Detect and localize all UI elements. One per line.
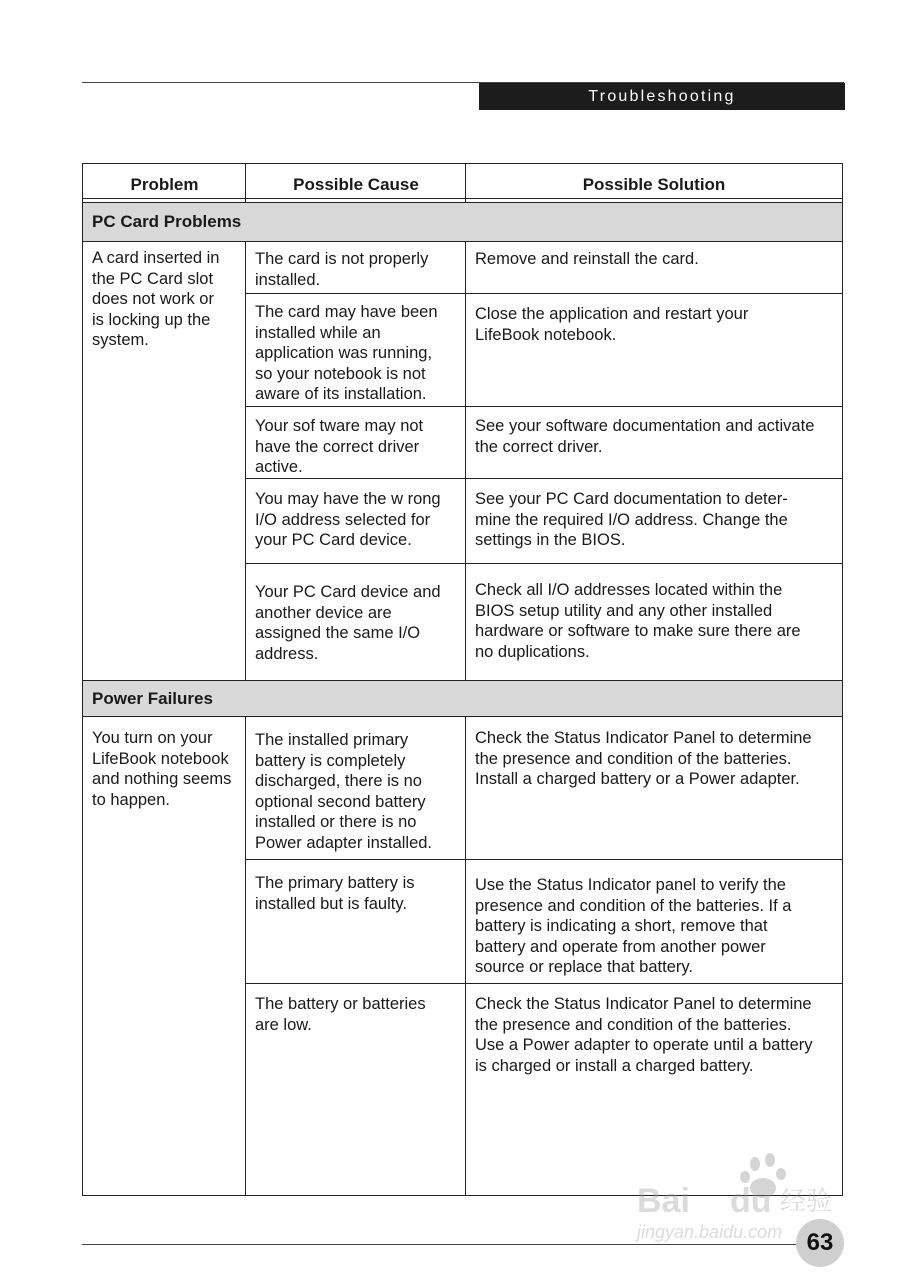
row-divider [246,859,842,860]
troubleshooting-table [82,163,843,1196]
cause-cell: You may have the w rong I/O address selected for your PC Card device. [255,490,441,549]
svg-text:经验: 经验 [780,1187,833,1217]
section-title-power: Power Failures [83,681,842,716]
solution-cell: Use the Status Indicator panel to verify the presence and condition of the batteries. If a battery is indicating a short, remove that battery and operate from another power source or replace that battery. [475,876,792,976]
cause-cell: The primary battery is installed but is faulty. [255,874,415,913]
footer-rule [82,1244,844,1245]
svg-text:jingyan.baidu.com: jingyan.baidu.com [637,1222,783,1242]
section-divider [83,716,842,717]
cause-cell: The battery or batteries are low. [255,995,426,1034]
column-divider [245,716,246,1195]
cause-cell: The card is not properly installed. [255,250,429,289]
section-title-tab: Troubleshooting [479,83,845,110]
column-header-cause: Possible Cause [293,175,419,194]
problem-power: You turn on your LifeBook notebook and nothing seems to happen. [92,729,232,809]
solution-cell: Check all I/O addresses located within the BIOS setup utility and any other installed hardware or software to make sure there are no duplications. [475,581,801,661]
problem-pc-card: A card inserted in the PC Card slot does not work or is locking up the system. [92,249,220,349]
row-divider [246,293,842,294]
solution-cell: Check the Status Indicator Panel to determine the presence and condition of the batteries. Install a charged battery or a Power adapter. [475,729,812,788]
header-divider [83,198,842,199]
solution-cell: See your software documentation and activate the correct driver. [475,417,815,456]
column-divider [465,164,466,203]
column-divider [465,716,466,1195]
solution-cell: See your PC Card documentation to deter- mine the required I/O address. Change the settings in the BIOS. [475,490,788,549]
section-divider [83,241,842,242]
solution-cell: Check the Status Indicator Panel to determine the presence and condition of the batteries. Use a Power adapter to operate until a battery is charged or install a charged battery. [475,995,813,1075]
cause-cell: Your sof tware may not have the correct driver active. [255,417,424,476]
solution-cell: Remove and reinstall the card. [475,250,699,268]
column-divider [245,164,246,203]
section-title-pc-card: PC Card Problems [83,203,842,241]
cause-cell: The card may have been installed while an application was running, so your notebook is not aware of its installation. [255,303,438,403]
column-header-solution: Possible Solution [582,175,726,194]
solution-cell: Close the application and restart your LifeBook notebook. [475,305,749,344]
row-divider [246,983,842,984]
column-divider [245,241,246,680]
column-divider [465,241,466,680]
row-divider [246,406,842,407]
svg-text:du: du [730,1182,772,1220]
svg-text:Bai: Bai [637,1182,690,1220]
row-divider [246,478,842,479]
column-header-problem: Problem [130,175,199,194]
row-divider [246,563,842,564]
cause-cell: Your PC Card device and another device are assigned the same I/O address. [255,583,441,663]
page-number: 63 [796,1219,844,1267]
cause-cell: The installed primary battery is completely discharged, there is no optional second battery installed or there is no Power adapter installed. [255,731,433,852]
